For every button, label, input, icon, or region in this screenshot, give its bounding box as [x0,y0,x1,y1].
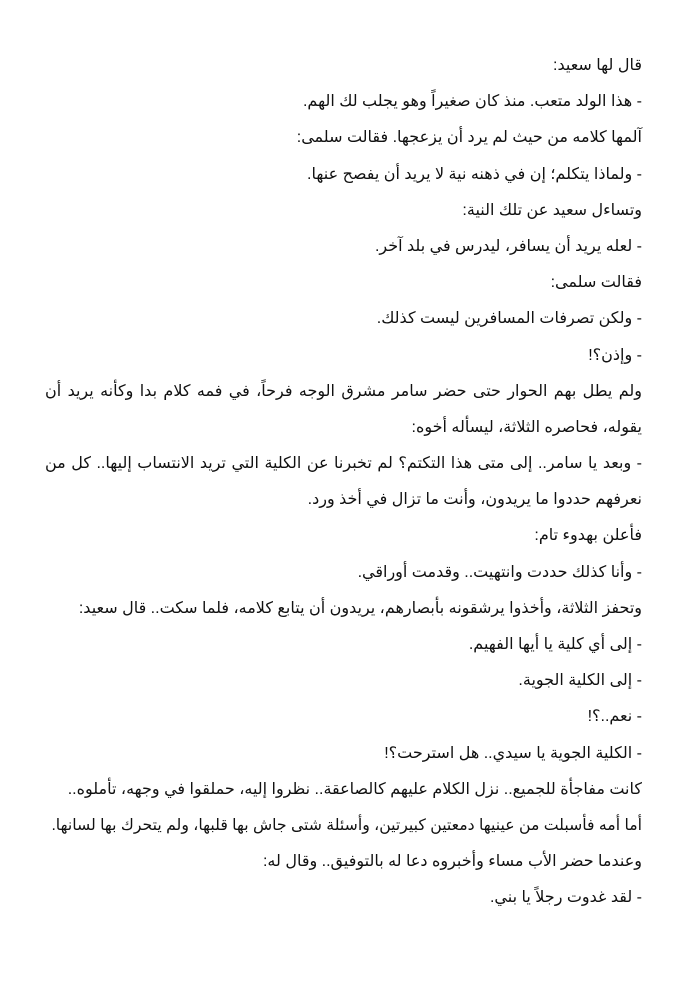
text-line: فأعلن بهدوء تام: [534,527,642,545]
text-line: - هذا الولد متعب. منذ كان صغيراً وهو يجلب لك الهم. [302,93,642,111]
text-line: - إلى الكلية الجوية. [518,672,642,690]
text-line: - وإذن؟! [588,346,642,364]
text-line: - ولماذا يتكلم؛ إن في ذهنه نية لا يريد أن يفصح عنها. [307,165,642,183]
text-line: وتساءل سعيد عن تلك النية: [462,201,642,219]
text-line: - لقد غدوت رجلاً يا بني. [489,889,642,907]
text-line: - لعله يريد أن يسافر، ليدرس في بلد آخر. [374,237,642,255]
text-line: - إلى أي كلية يا أيها الفهيم. [468,636,642,653]
text-line: نعرفهم حددوا ما يريدون، وأنت ما تزال في أخذ ورد. [307,491,642,509]
text-line: - نعم..؟! [587,708,642,726]
document-page [45,48,642,917]
text-line: - ولكن تصرفات المسافرين ليست كذلك. [376,310,642,328]
text-line: كانت مفاجأة للجميع.. نزل الكلام عليهم كالصاعقة.. نظروا إليه، حملقوا في وجهه، تأملوه.. [67,780,642,798]
text-line: - وبعد يا سامر.. إلى متى هذا التكتم؟ لم تخبرنا عن الكلية التي تريد الانتساب إليها.. كل من [45,455,642,473]
text-line: وتحفز الثلاثة، وأخذوا يرشقونه بأبصارهم، يريدون أن يتابع كلامه، فلما سكت.. قال سعيد: [78,599,642,617]
text-line: يقوله، فحاصره الثلاثة، ليسأله أخوه: [411,418,642,436]
text-line: - الكلية الجوية يا سيدي.. هل استرحت؟! [384,744,642,762]
text-line: - وأنا كذلك حددت وانتهيت.. وقدمت أوراقي. [357,563,642,581]
text-line: ولم يطل بهم الحوار حتى حضر سامر مشرق الوجه فرحاً، في فمه كلام بدا وكأنه يريد أن [45,382,642,400]
text-line: أما أمه فأسبلت من عينيها دمعتين كبيرتين، وأسئلة شتى جاش بها قلبها، ولم يتحرك بها لسانها. [51,816,642,834]
text-line: فقالت سلمى: [550,274,642,292]
text-line: قال لها سعيد: [553,57,642,74]
text-line: آلمها كلامه من حيث لم يرد أن يزعجها. فقالت سلمى: [296,129,642,147]
text-line: وعندما حضر الأب مساء وأخبروه دعا له بالتوفيق.. وقال له: [262,853,642,871]
